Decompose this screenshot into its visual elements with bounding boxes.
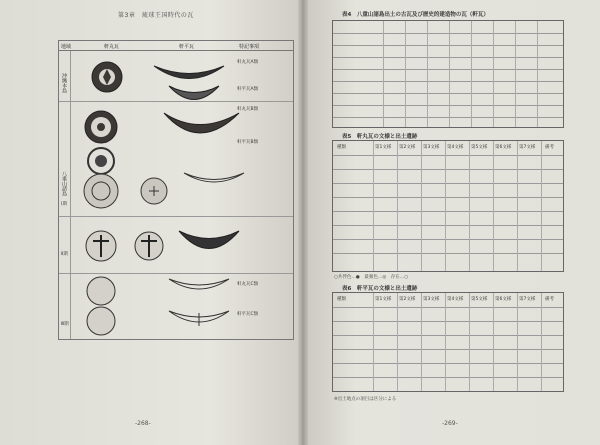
table5-col-header: 種類 [337,145,346,150]
table5-col-header: 第4文様 [447,145,464,150]
table-line [333,349,563,350]
table-line [421,141,422,271]
table-line [537,21,538,127]
table5 [332,140,564,272]
table5-col-header: 第1文様 [375,145,392,150]
round-tile-drawing-8 [87,277,115,305]
table-line [333,81,563,82]
table-line [333,363,563,364]
flat-tile-drawing-2 [169,86,219,100]
round-tile-drawing-9 [87,307,115,335]
round-tile-drawing-4 [84,174,118,208]
period-label: Ⅱ期 [61,252,68,257]
running-head: 第3章 琉球王国時代の瓦 [118,12,194,19]
plate-note: 軒平瓦B類 [237,140,259,145]
table-line [541,293,542,391]
table-line [469,293,470,391]
table6-col-header: 第3文様 [423,297,440,302]
table5-legend: ○共伴色…● 最頻色…◎ 存在…○ [334,275,409,280]
table-line [333,33,563,34]
table-line [333,169,563,170]
table5-col-header: 第3文様 [423,145,440,150]
table-line [445,141,446,271]
table4 [332,20,564,128]
table-line [333,117,563,118]
table-line [383,21,384,127]
table6-col-header: 第6文様 [495,297,512,302]
page-number-right: -269- [442,420,458,427]
table-line [493,293,494,391]
book-gutter [298,0,308,445]
table5-col-header: 第5文様 [471,145,488,150]
flat-tile-drawing-4 [184,173,244,182]
plate-note: 軒丸瓦C類 [237,282,259,287]
table6-col-header: 第7文様 [519,297,536,302]
period-label: Ⅰ期 [61,202,67,207]
plate-note: 軒丸瓦A類 [237,60,259,65]
table-line [421,293,422,391]
table6-col-header: 第2文様 [399,297,416,302]
table6-col-header: 第5文様 [471,297,488,302]
round-tile-drawing-1 [92,62,122,92]
table-line [373,293,374,391]
table-line [517,293,518,391]
table-line [333,335,563,336]
table-line [397,293,398,391]
table-line [445,293,446,391]
table5-title: 表5 軒丸瓦の文様と出土遺跡 [342,134,418,140]
table-line [333,93,563,94]
flat-tile-drawing-5 [179,231,239,249]
table-line [333,183,563,184]
side-label-okinawa: 沖縄本島 [61,73,67,93]
table-line [397,141,398,271]
table-line [515,21,516,127]
table-line [333,155,563,156]
table-line [469,141,470,271]
flat-tile-drawing-3 [164,113,239,133]
table-line [333,105,563,106]
table6-title: 表6 軒平瓦の文様と出土遺跡 [342,286,418,292]
plate-header-flat-tile: 軒平瓦 [179,44,195,50]
table-line [333,225,563,226]
table6-footnote: ※出土地点の項目は区分による [334,397,397,402]
table-line [333,197,563,198]
plate-header-notes: 特記事項 [239,44,260,50]
table5-col-header: 備考 [545,145,554,150]
flat-tile-drawing-1 [154,66,224,79]
table5-col-header: 第6文様 [495,145,512,150]
right-page [302,0,600,445]
table-line [449,21,450,127]
period-label: Ⅲ期 [61,322,69,327]
table-line [333,69,563,70]
page-number-left: -268- [135,420,151,427]
table-line [541,141,542,271]
round-tile-drawing-6 [86,231,116,261]
plate-note: 軒平瓦A類 [237,87,259,92]
table4-title: 表4 八重山諸島出土の古瓦及び歴史的建造物の瓦（軒瓦） [342,12,489,18]
side-label-yaeyama: 八重山諸島 [61,171,67,196]
plate-note: 軒平瓦C類 [237,312,259,317]
table5-col-header: 第2文様 [399,145,416,150]
tile-drawings [59,41,295,341]
round-tile-drawing-3 [88,148,114,174]
table-line [333,377,563,378]
table-line [493,141,494,271]
table-line [373,141,374,271]
table-line [517,141,518,271]
table-line [333,239,563,240]
table-line [333,211,563,212]
round-tile-drawing-7 [135,232,163,260]
table5-col-header: 第7文様 [519,145,536,150]
table-line [493,21,494,127]
table6-col-header: 第1文様 [375,297,392,302]
table-line [333,321,563,322]
flat-tile-drawing-7 [169,311,229,326]
table-line [427,21,428,127]
table6-col-header: 備考 [545,297,554,302]
flat-tile-drawing-6 [169,279,229,289]
table-line [333,45,563,46]
plate-note: 軒丸瓦B類 [237,107,259,112]
table-line [405,21,406,127]
roof-tile-plate [58,40,294,340]
plate-header-region: 地域 [61,44,72,50]
table-line [333,307,563,308]
plate-header-round-tile: 軒丸瓦 [104,44,120,50]
table-line [333,57,563,58]
table6-col-header: 第4文様 [447,297,464,302]
table-line [333,253,563,254]
table6 [332,292,564,392]
table6-col-header: 種類 [337,297,346,302]
table-line [471,21,472,127]
round-tile-drawing-5 [141,178,167,204]
round-tile-drawing-2 [85,111,117,143]
